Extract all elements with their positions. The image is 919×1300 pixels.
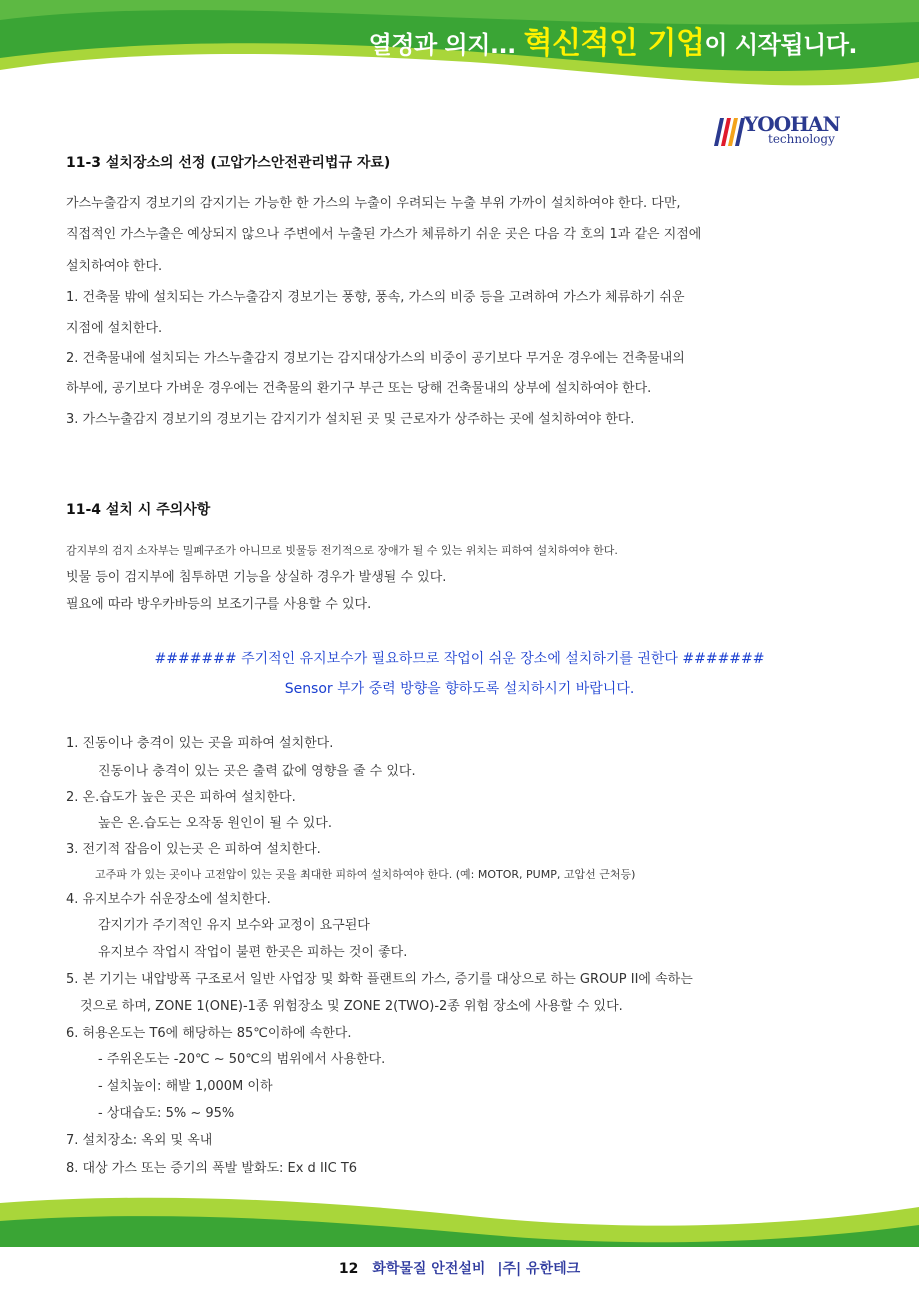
install-item-detail: 고주파 가 있는 곳이나 고전압이 있는 곳을 최대한 피하여 설치하여야 한다. (예: MOTOR, PUMP, 고압선 근처등) [95, 868, 636, 881]
section-11-3-line: 가스누출감지 경보기의 감지기는 가능한 한 가스의 누출이 우려되는 누출 부위 가까이 설치하여야 한다. 다만, [66, 196, 681, 211]
install-item: 8. 대상 가스 또는 증기의 폭발 발화도: Ex d IIC T6 [66, 1161, 358, 1176]
slogan-highlight: 혁신적인 기업 [523, 26, 705, 61]
install-item-detail: - 주위온도는 -20℃ ~ 50℃의 범위에서 사용한다. [98, 1052, 386, 1067]
install-item: 5. 본 기기는 내압방폭 구조로서 일반 사업장 및 화학 플랜트의 가스, 증기를 대상으로 하는 GROUP II에 속하는 [66, 972, 693, 987]
section-11-3-line: 설치하여야 한다. [66, 259, 163, 274]
section-11-4-intro: 빗물 등이 검지부에 침투하면 기능을 상실하 경우가 발생될 수 있다. [66, 570, 447, 585]
sensor-orientation-notice: Sensor 부가 중력 방향을 향하도록 설치하시기 바랍니다. [284, 681, 635, 697]
section-11-4-title: 11-4 설치 시 주의사항 [66, 502, 211, 518]
section-11-3-line: 직접적인 가스누출은 예상되지 않으나 주변에서 누출된 가스가 체류하기 쉬운 곳은 다음 각 호의 1과 같은 지점에 [66, 227, 702, 242]
install-item-detail: 높은 온.습도는 오작동 원인이 될 수 있다. [98, 816, 332, 831]
install-item: 1. 진동이나 충격이 있는 곳을 피하여 설치한다. [66, 736, 334, 751]
install-item-detail: 감지기가 주기적인 유지 보수와 교정이 요구된다 [98, 918, 370, 933]
section-11-3-line: 지점에 설치한다. [66, 321, 163, 336]
section-11-3-line: 2. 건축물내에 설치되는 가스누출감지 경보기는 감지대상가스의 비중이 공기보다 무거운 경우에는 건축물내의 [66, 351, 685, 366]
install-item-detail: 것으로 하며, ZONE 1(ONE)-1종 위험장소 및 ZONE 2(TWO)-2종 위험 장소에 사용할 수 있다. [80, 999, 623, 1014]
section-11-3-line: 1. 건축물 밖에 설치되는 가스누출감지 경보기는 풍향, 풍속, 가스의 비중 등을 고려하여 가스가 체류하기 쉬운 [66, 290, 685, 305]
maintenance-notice: ####### 주기적인 유지보수가 필요하므로 작업이 쉬운 장소에 설치하기를 권한다 ####### [154, 651, 765, 667]
logo-subtitle: technology [768, 132, 835, 146]
footer-title: 화학물질 안전설비 [372, 1261, 486, 1277]
footer [0, 1258, 919, 1278]
company-logo [708, 112, 858, 152]
header-slogan [369, 18, 857, 62]
install-item: 7. 설치장소: 옥외 및 옥내 [66, 1133, 213, 1148]
install-item: 4. 유지보수가 쉬운장소에 설치한다. [66, 892, 271, 907]
section-11-3-title: 11-3 설치장소의 선정 (고압가스안전관리법규 자료) [66, 155, 391, 171]
section-11-3-line: 하부에, 공기보다 가벼운 경우에는 건축물의 환기구 부근 또는 당해 건축물내의 상부에 설치하여야 한다. [66, 381, 652, 396]
install-item-detail: 유지보수 작업시 작업이 불편 한곳은 피하는 것이 좋다. [98, 945, 408, 960]
section-11-3-line: 3. 가스누출감지 경보기의 경보기는 감지기가 설치된 곳 및 근로자가 상주하는 곳에 설치하여야 한다. [66, 412, 635, 427]
install-item: 6. 허용온도는 T6에 해당하는 85℃이하에 속한다. [66, 1026, 352, 1041]
install-item: 2. 온.습도가 높은 곳은 피하여 설치한다. [66, 790, 296, 805]
logo-wordmark: YOOHAN [744, 112, 840, 136]
install-item-detail: - 설치높이: 해발 1,000M 이하 [98, 1079, 273, 1094]
install-item-detail: - 상대습도: 5% ~ 95% [98, 1106, 235, 1121]
footer-company: |주| 유한테크 [497, 1261, 581, 1277]
section-11-4-intro: 감지부의 검지 소자부는 밀폐구조가 아니므로 빗물등 전기적으로 장애가 될 수 있는 위치는 피하여 설치하여야 한다. [66, 544, 618, 557]
install-item: 3. 전기적 잡음이 있는곳 은 피하여 설치한다. [66, 842, 321, 857]
logo-stripes-icon [708, 116, 748, 148]
section-11-4-intro: 필요에 따라 방우카바등의 보조기구를 사용할 수 있다. [66, 597, 372, 612]
slogan-suffix: 이 시작됩니다. [704, 31, 857, 59]
footer-banner [0, 1195, 919, 1300]
page-number: 12 [338, 1261, 359, 1277]
slogan-prefix: 열정과 의지... [368, 31, 524, 59]
install-item-detail: 진동이나 충격이 있는 곳은 출력 값에 영향을 줄 수 있다. [98, 764, 416, 779]
